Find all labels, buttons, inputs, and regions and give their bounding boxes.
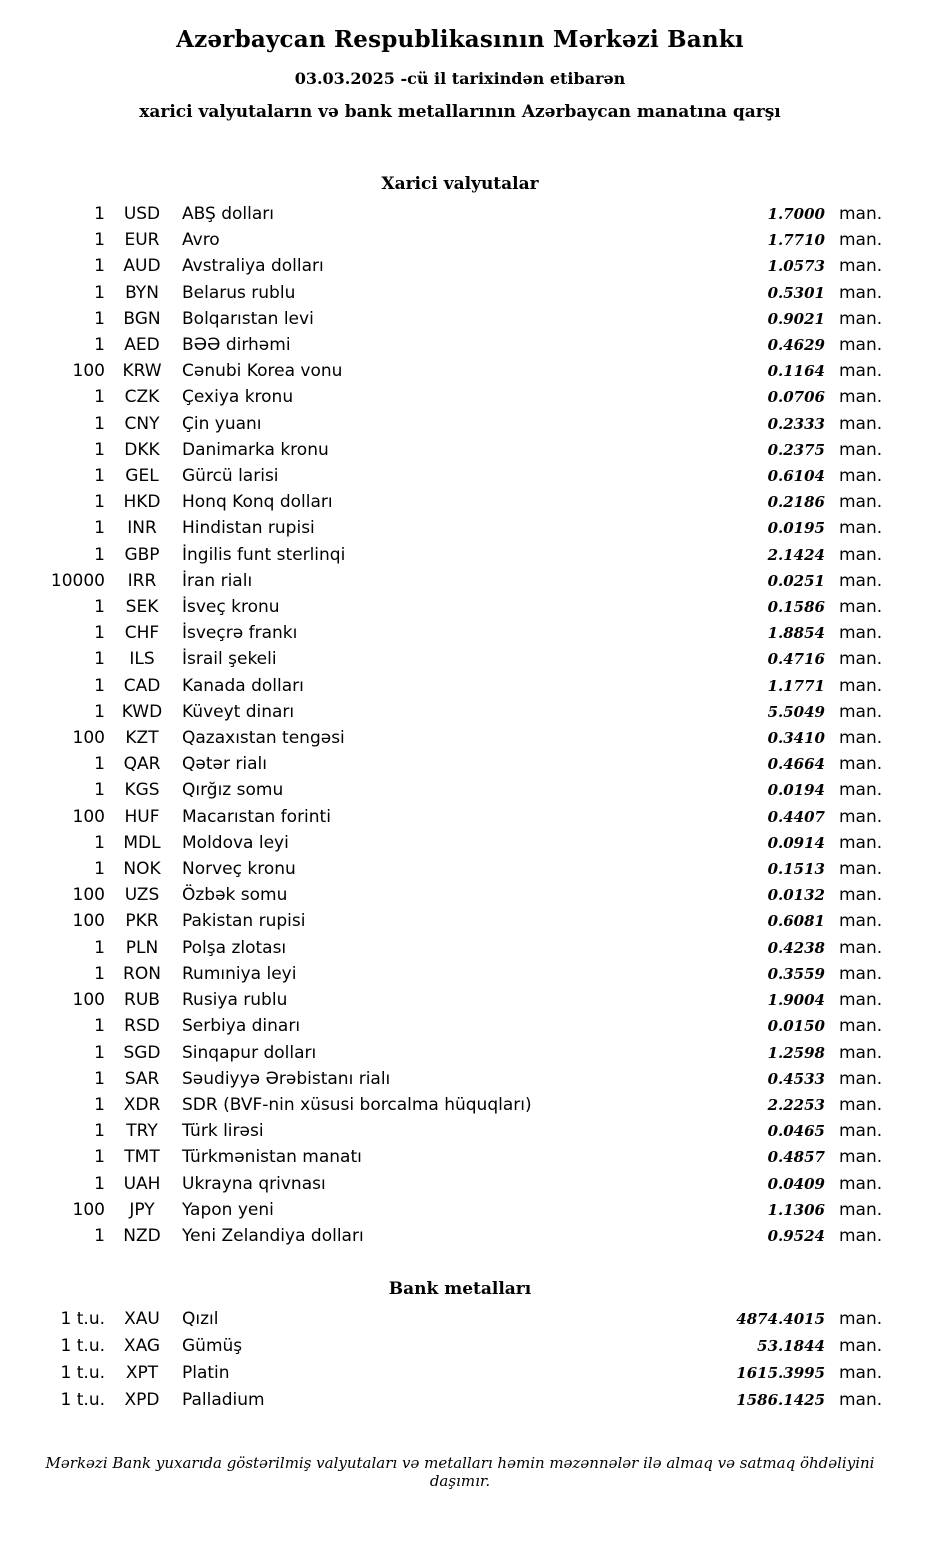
unit-label: man. [839, 466, 883, 487]
rate-row [35, 463, 885, 489]
currency-name-cell: Qətər rialı [182, 754, 267, 775]
rate-value-cell: 1.1306 [767, 1200, 825, 1219]
currency-code-cell: XPT [125, 1363, 159, 1384]
rate-row [35, 568, 885, 594]
rate-row [35, 1013, 885, 1039]
quantity-cell: 1 [94, 859, 105, 880]
rate-value-cell: 1.0573 [767, 257, 825, 276]
rate-row [35, 411, 885, 437]
unit-label: man. [839, 256, 883, 277]
unit-label: man. [839, 1068, 883, 1089]
unit-label: man. [839, 282, 883, 303]
currency-name-cell: Serbiya dinarı [182, 1016, 301, 1037]
currency-code-cell: TRY [126, 1121, 158, 1142]
rate-row [35, 489, 885, 515]
currency-name-cell: Hindistan rupisi [182, 518, 315, 539]
unit-label: man. [839, 1016, 883, 1037]
unit-label: man. [839, 754, 883, 775]
quantity-cell: 1 [94, 466, 105, 487]
currency-name-cell: Özbək somu [182, 885, 288, 906]
currency-code-cell: KRW [122, 361, 162, 382]
rate-value-cell: 0.4629 [767, 336, 825, 355]
currency-name-cell: BƏƏ dirhəmi [182, 335, 291, 356]
rate-value-cell: 0.4857 [767, 1148, 825, 1167]
rate-value-cell: 0.2186 [767, 493, 825, 512]
metal-name-cell: Palladium [182, 1390, 265, 1411]
currency-code-cell: RUB [124, 990, 160, 1011]
unit-label: man. [839, 335, 883, 356]
unit-label: man. [839, 1094, 883, 1115]
page-subtitle: xarici valyutaların və bank metallarının Azərbaycan manatına qarşı [139, 102, 781, 122]
currency-name-cell: Belarus rublu [182, 282, 296, 303]
rate-row [35, 673, 885, 699]
rate-row [35, 1387, 885, 1414]
quantity-cell: 1 [94, 230, 105, 251]
metals-heading: Bank metalları [388, 1279, 532, 1300]
quantity-cell: 1 [94, 204, 105, 224]
unit-label: man. [839, 544, 883, 565]
currency-code-cell: PLN [125, 937, 159, 958]
rate-value-cell: 0.1586 [767, 598, 825, 617]
metal-name-cell: Qızıl [182, 1309, 219, 1330]
quantity-cell: 1 [94, 937, 105, 958]
unit-label: man. [839, 937, 883, 958]
rate-value-cell: 0.2333 [767, 414, 825, 433]
rate-row [35, 1197, 885, 1223]
page-header [35, 26, 885, 122]
currency-code-cell: XPD [124, 1390, 160, 1411]
unit-label: man. [839, 1147, 883, 1168]
disclaimer-text: Mərkəzi Bank yuxarıda göstərilmiş valyutaları və metalları həmin məzənnələr ilə almaq və satmaq öhdəliyini daşımır. [45, 1454, 875, 1491]
rate-value-cell: 0.0251 [767, 571, 825, 590]
rate-row [35, 306, 885, 332]
currency-code-cell: KWD [121, 701, 163, 722]
rate-value-cell: 0.6104 [767, 467, 825, 486]
currency-code-cell: AUD [123, 256, 161, 277]
currency-code-cell: BYN [125, 282, 159, 303]
rate-value-cell: 0.4716 [767, 650, 825, 669]
currency-name-cell: Küveyt dinarı [182, 701, 295, 722]
currency-name-cell: Rusiya rublu [182, 990, 288, 1011]
quantity-cell: 1 [94, 335, 105, 356]
currency-name-cell: Türkmənistan manatı [182, 1147, 362, 1168]
quantity-cell: 1 [94, 597, 105, 618]
quantity-cell: 1 [94, 649, 105, 670]
rate-row [35, 961, 885, 987]
quantity-cell: 1 [94, 1147, 105, 1168]
effective-date: 03.03.2025 -cü il tarixindən etibarən [294, 69, 626, 88]
unit-label: man. [839, 570, 883, 591]
quantity-cell: 1 [94, 1042, 105, 1063]
quantity-cell: 1 [94, 413, 105, 434]
currency-code-cell: UAH [123, 1173, 161, 1194]
currency-code-cell: UZS [124, 885, 160, 906]
unit-label: man. [839, 990, 883, 1011]
rate-value-cell: 0.9021 [767, 309, 825, 328]
rate-row [35, 437, 885, 463]
quantity-cell: 1 [94, 439, 105, 460]
unit-label: man. [839, 623, 883, 644]
quantity-cell: 100 [72, 885, 105, 906]
quantity-cell: 1 [94, 1094, 105, 1115]
quantity-cell: 1 [94, 518, 105, 539]
currency-code-cell: PKR [125, 911, 159, 932]
unit-label: man. [839, 780, 883, 801]
rate-value-cell: 1.7000 [767, 205, 825, 223]
currency-code-cell: TMT [124, 1147, 160, 1168]
unit-label: man. [839, 387, 883, 408]
unit-label: man. [839, 597, 883, 618]
currency-name-cell: Bolqarıstan levi [182, 308, 314, 329]
currency-code-cell: IRR [127, 570, 157, 591]
currency-name-cell: Kanada dolları [182, 675, 304, 696]
quantity-cell: 1 t.u. [60, 1336, 105, 1357]
rate-row [35, 1118, 885, 1144]
currency-code-cell: USD [123, 204, 161, 224]
currency-name-cell: Avro [182, 230, 220, 251]
currency-name-cell: İsveç kronu [182, 597, 280, 618]
metal-name-cell: Platin [182, 1363, 230, 1384]
currency-name-cell: İsrail şekeli [182, 649, 277, 670]
currencies-section [35, 174, 885, 1249]
rate-row [35, 935, 885, 961]
quantity-cell: 1 [94, 701, 105, 722]
unit-label: man. [839, 806, 883, 827]
unit-label: man. [839, 1199, 883, 1220]
rate-value-cell: 2.1424 [767, 545, 825, 564]
currency-name-cell: Danimarka kronu [182, 439, 329, 460]
rate-row [35, 751, 885, 777]
currencies-table [35, 201, 885, 1249]
currency-code-cell: BGN [123, 308, 161, 329]
rate-value-cell: 0.2375 [767, 440, 825, 459]
currency-name-cell: Çexiya kronu [182, 387, 294, 408]
currency-code-cell: RSD [124, 1016, 160, 1037]
rate-value-cell: 0.4664 [767, 755, 825, 774]
unit-label: man. [839, 728, 883, 749]
currency-code-cell: RON [123, 963, 161, 984]
currency-code-cell: HKD [123, 492, 161, 513]
rate-row [35, 830, 885, 856]
unit-label: man. [839, 204, 883, 224]
currency-name-cell: Cənubi Korea vonu [182, 361, 343, 382]
rate-row [35, 332, 885, 358]
unit-label: man. [839, 701, 883, 722]
unit-label: man. [839, 518, 883, 539]
currency-code-cell: MDL [123, 832, 161, 853]
currency-code-cell: DKK [124, 439, 160, 460]
rate-row [35, 804, 885, 830]
unit-label: man. [839, 230, 883, 251]
currency-code-cell: CAD [123, 675, 161, 696]
unit-label: man. [839, 1042, 883, 1063]
rate-row [35, 646, 885, 672]
rate-value-cell: 0.0409 [767, 1174, 825, 1193]
rate-value-cell: 0.0132 [767, 886, 825, 905]
rate-row [35, 594, 885, 620]
rate-value-cell: 0.4238 [767, 938, 825, 957]
quantity-cell: 1 [94, 256, 105, 277]
currency-name-cell: Norveç kronu [182, 859, 296, 880]
rate-value-cell: 0.5301 [767, 283, 825, 302]
rate-row [35, 515, 885, 541]
quantity-cell: 1 [94, 308, 105, 329]
currency-code-cell: AED [124, 335, 160, 356]
currency-code-cell: XAU [124, 1309, 160, 1330]
rate-row [35, 725, 885, 751]
rate-row [35, 1066, 885, 1092]
currency-code-cell: NZD [123, 1225, 161, 1246]
currency-code-cell: JPY [129, 1199, 155, 1220]
currency-name-cell: Sinqapur dolları [182, 1042, 317, 1063]
currency-code-cell: ILS [129, 649, 155, 670]
unit-label: man. [839, 675, 883, 696]
page-title: Azərbaycan Respublikasının Mərkəzi Bankı [176, 26, 744, 53]
currency-name-cell: İran rialı [182, 570, 253, 591]
quantity-cell: 100 [72, 806, 105, 827]
currency-code-cell: GBP [124, 544, 160, 565]
rate-row [35, 280, 885, 306]
currency-name-cell: Avstraliya dolları [182, 256, 324, 277]
quantity-cell: 1 [94, 1068, 105, 1089]
quantity-cell: 1 [94, 1173, 105, 1194]
rate-value-cell: 1615.3995 [736, 1364, 825, 1383]
currency-name-cell: Yeni Zelandiya dolları [182, 1225, 364, 1246]
quantity-cell: 1 [94, 754, 105, 775]
quantity-cell: 1 [94, 282, 105, 303]
currency-code-cell: GEL [125, 466, 159, 487]
rate-value-cell: 0.4407 [767, 807, 825, 826]
currency-code-cell: SGD [123, 1042, 161, 1063]
rate-value-cell: 1.2598 [767, 1043, 825, 1062]
rate-row [35, 699, 885, 725]
unit-label: man. [839, 1363, 883, 1384]
rate-row [35, 1306, 885, 1333]
currency-name-cell: İngilis funt sterlinqi [182, 544, 346, 565]
quantity-cell: 1 [94, 1121, 105, 1142]
quantity-cell: 1 t.u. [60, 1390, 105, 1411]
currency-name-cell: Honq Konq dolları [182, 492, 333, 513]
quantity-cell: 10000 [50, 570, 105, 591]
unit-label: man. [839, 832, 883, 853]
currency-code-cell: QAR [123, 754, 161, 775]
quantity-cell: 100 [72, 1199, 105, 1220]
quantity-cell: 100 [72, 361, 105, 382]
rate-value-cell: 0.0194 [767, 781, 825, 800]
rate-value-cell: 5.5049 [767, 702, 825, 721]
quantity-cell: 1 [94, 492, 105, 513]
rate-value-cell: 0.3559 [767, 964, 825, 983]
unit-label: man. [839, 1309, 883, 1330]
quantity-cell: 1 [94, 963, 105, 984]
rate-value-cell: 1.7710 [767, 231, 825, 250]
rate-value-cell: 0.9524 [767, 1226, 825, 1245]
quantity-cell: 1 [94, 780, 105, 801]
currency-name-cell: Gürcü larisi [182, 466, 279, 487]
rate-row [35, 908, 885, 934]
currency-name-cell: Çin yuanı [182, 413, 262, 434]
currency-code-cell: KGS [124, 780, 160, 801]
unit-label: man. [839, 413, 883, 434]
unit-label: man. [839, 649, 883, 670]
quantity-cell: 1 [94, 1225, 105, 1246]
rate-value-cell: 0.6081 [767, 912, 825, 931]
rate-value-cell: 2.2253 [767, 1095, 825, 1114]
currency-name-cell: ABŞ dolları [182, 204, 274, 224]
unit-label: man. [839, 859, 883, 880]
rate-row [35, 1144, 885, 1170]
rate-row [35, 384, 885, 410]
unit-label: man. [839, 361, 883, 382]
quantity-cell: 100 [72, 990, 105, 1011]
rate-value-cell: 0.1513 [767, 860, 825, 879]
rate-value-cell: 0.3410 [767, 729, 825, 748]
currency-name-cell: Yapon yeni [182, 1199, 274, 1220]
currencies-heading: Xarici valyutalar [381, 174, 539, 194]
unit-label: man. [839, 963, 883, 984]
currency-code-cell: CZK [124, 387, 160, 408]
quantity-cell: 1 t.u. [60, 1309, 105, 1330]
rate-value-cell: 4874.4015 [736, 1310, 825, 1329]
quantity-cell: 100 [72, 911, 105, 932]
currency-name-cell: Pakistan rupisi [182, 911, 306, 932]
currency-code-cell: KZT [125, 728, 159, 749]
currency-code-cell: XDR [123, 1094, 161, 1115]
rate-row [35, 620, 885, 646]
quantity-cell: 1 [94, 675, 105, 696]
quantity-cell: 1 [94, 387, 105, 408]
unit-label: man. [839, 308, 883, 329]
currency-code-cell: CNY [124, 413, 160, 434]
rate-row [35, 358, 885, 384]
unit-label: man. [839, 1336, 883, 1357]
quantity-cell: 1 [94, 1016, 105, 1037]
rate-row [35, 542, 885, 568]
currency-code-cell: SAR [124, 1068, 160, 1089]
quantity-cell: 1 t.u. [60, 1363, 105, 1384]
currency-name-cell: Moldova leyi [182, 832, 289, 853]
rate-row [35, 1092, 885, 1118]
rate-row [35, 253, 885, 279]
rate-row [35, 882, 885, 908]
rate-row [35, 1040, 885, 1066]
quantity-cell: 1 [94, 832, 105, 853]
currency-code-cell: NOK [123, 859, 161, 880]
currency-code-cell: CHF [124, 623, 160, 644]
unit-label: man. [839, 1390, 883, 1411]
currency-name-cell: Rumıniya leyi [182, 963, 297, 984]
currency-code-cell: INR [127, 518, 157, 539]
rate-row [35, 1223, 885, 1249]
rate-value-cell: 1.8854 [767, 624, 825, 643]
rate-row [35, 1333, 885, 1360]
unit-label: man. [839, 492, 883, 513]
metals-section [35, 1279, 885, 1414]
currency-name-cell: SDR (BVF-nin xüsusi borcalma hüquqları) [182, 1094, 532, 1115]
rate-row [35, 227, 885, 253]
rate-row [35, 856, 885, 882]
rate-value-cell: 0.1164 [767, 362, 825, 381]
unit-label: man. [839, 1225, 883, 1246]
rate-value-cell: 53.1844 [757, 1337, 825, 1356]
rate-value-cell: 0.0150 [767, 1017, 825, 1036]
rate-value-cell: 1.9004 [767, 991, 825, 1010]
currency-name-cell: Macarıstan forinti [182, 806, 331, 827]
currency-name-cell: Qırğız somu [182, 780, 284, 801]
unit-label: man. [839, 911, 883, 932]
rate-value-cell: 0.4533 [767, 1069, 825, 1088]
unit-label: man. [839, 1173, 883, 1194]
currency-code-cell: EUR [124, 230, 160, 251]
currency-name-cell: Qazaxıstan tengəsi [182, 728, 345, 749]
rate-row [35, 987, 885, 1013]
rate-value-cell: 1.1771 [767, 676, 825, 695]
rate-row [35, 1360, 885, 1387]
currency-name-cell: Polşa zlotası [182, 937, 287, 958]
quantity-cell: 1 [94, 623, 105, 644]
rate-value-cell: 1586.1425 [736, 1391, 825, 1410]
currency-name-cell: Səudiyyə Ərəbistanı rialı [182, 1068, 391, 1089]
currency-name-cell: İsveçrə frankı [182, 623, 298, 644]
currency-name-cell: Ukrayna qrivnası [182, 1173, 326, 1194]
rate-row [35, 1171, 885, 1197]
unit-label: man. [839, 439, 883, 460]
currency-code-cell: XAG [123, 1336, 161, 1357]
quantity-cell: 100 [72, 728, 105, 749]
rate-value-cell: 0.0914 [767, 833, 825, 852]
currency-code-cell: HUF [124, 806, 160, 827]
rate-value-cell: 0.0465 [767, 1122, 825, 1141]
unit-label: man. [839, 1121, 883, 1142]
rate-value-cell: 0.0706 [767, 388, 825, 407]
metals-table [35, 1306, 885, 1414]
metal-name-cell: Gümüş [182, 1336, 243, 1357]
currency-name-cell: Türk lirəsi [182, 1121, 264, 1142]
quantity-cell: 1 [94, 544, 105, 565]
rate-value-cell: 0.0195 [767, 519, 825, 538]
unit-label: man. [839, 885, 883, 906]
currency-code-cell: SEK [125, 597, 159, 618]
rate-row [35, 777, 885, 803]
rate-row [35, 201, 885, 227]
